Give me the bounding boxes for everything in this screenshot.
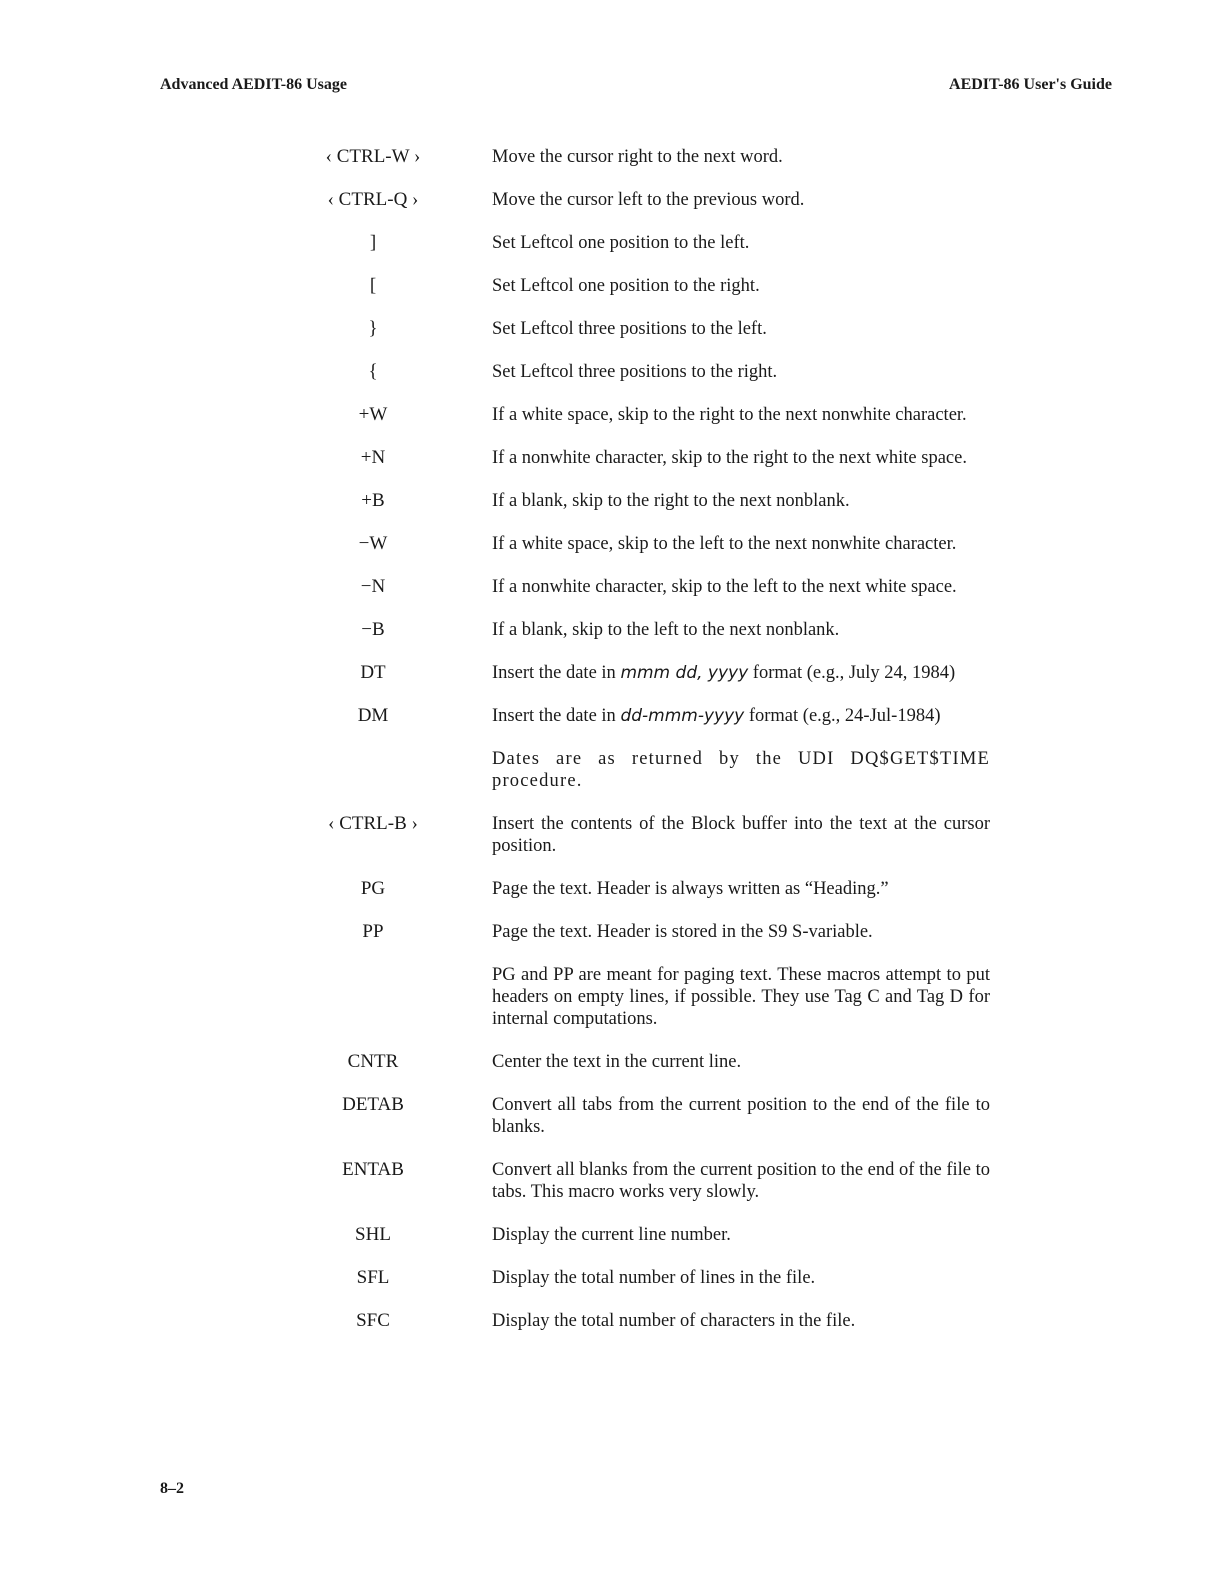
- entry-description: If a blank, skip to the right to the next nonblank.: [492, 491, 850, 511]
- list-item: [300, 576, 1000, 598]
- entry-description: Set Leftcol one position to the right.: [492, 276, 760, 296]
- list-item: [300, 662, 1000, 684]
- entry-key: −B: [361, 619, 385, 640]
- entry-key: DETAB: [342, 1094, 404, 1115]
- list-item: [300, 921, 1000, 943]
- entry-description: Convert all blanks from the current position to the end of the file to tabs. This macro works very slowly.: [492, 1160, 990, 1202]
- entry-description: Display the current line number.: [492, 1225, 731, 1245]
- list-item: [300, 1267, 1000, 1289]
- entry-key: SHL: [355, 1224, 391, 1245]
- entry-note: PG and PP are meant for paging text. These macros attempt to put headers on empty lines, if possible. They use Tag C and Tag D for internal computations.: [492, 965, 990, 1029]
- entry-key: DM: [357, 705, 389, 726]
- entry-description: Insert the date in mmm dd, yyyy format (e.g., July 24, 1984): [492, 663, 956, 683]
- entry-key: {: [368, 361, 378, 382]
- entry-key: DT: [360, 662, 386, 683]
- macro-list: [300, 146, 1000, 1353]
- page-number: 8–2: [160, 1480, 184, 1497]
- entry-description: Set Leftcol one position to the left.: [492, 233, 750, 253]
- list-item: [300, 619, 1000, 641]
- list-item: [300, 232, 1000, 254]
- entry-key: [: [369, 275, 377, 296]
- list-item: [300, 275, 1000, 297]
- entry-description: Set Leftcol three positions to the left.: [492, 319, 767, 339]
- entry-key: ENTAB: [342, 1159, 404, 1180]
- entry-key: −N: [360, 576, 386, 597]
- entry-description: If a white space, skip to the right to the next nonwhite character.: [492, 405, 967, 425]
- list-item: [300, 748, 1000, 792]
- running-header-right: AEDIT-86 User's Guide: [949, 76, 1112, 93]
- entry-key: +N: [360, 447, 386, 468]
- entry-description: Display the total number of lines in the file.: [492, 1268, 816, 1288]
- list-item: [300, 813, 1000, 857]
- entry-description: Move the cursor left to the previous word.: [492, 190, 805, 210]
- list-item: [300, 318, 1000, 340]
- entry-description: If a blank, skip to the left to the next nonblank.: [492, 620, 840, 640]
- list-item: [300, 404, 1000, 426]
- entry-key: +B: [361, 490, 385, 511]
- list-item: [300, 878, 1000, 900]
- entry-key: ‹ CTRL-W ›: [325, 146, 421, 167]
- list-item: [300, 447, 1000, 469]
- entry-key: SFC: [356, 1310, 390, 1331]
- list-item: [300, 1051, 1000, 1073]
- entry-key: SFL: [356, 1267, 390, 1288]
- entry-key: ‹ CTRL-Q ›: [327, 189, 419, 210]
- running-header-left: Advanced AEDIT-86 Usage: [160, 76, 347, 93]
- entry-key: PG: [360, 878, 386, 899]
- list-item: [300, 1310, 1000, 1332]
- list-item: [300, 146, 1000, 168]
- list-item: [300, 964, 1000, 1030]
- list-item: [300, 490, 1000, 512]
- entry-key: }: [368, 318, 378, 339]
- list-item: [300, 1224, 1000, 1246]
- entry-description: Insert the date in dd-mmm-yyyy format (e.g., 24-Jul-1984): [492, 706, 941, 726]
- entry-key: +W: [358, 404, 388, 425]
- entry-description: If a nonwhite character, skip to the right to the next white space.: [492, 448, 967, 468]
- date-format-italic: dd-mmm-yyyy: [620, 706, 745, 726]
- list-item: [300, 1159, 1000, 1203]
- list-item: [300, 705, 1000, 727]
- entry-description: Page the text. Header is stored in the S9 S-variable.: [492, 922, 873, 942]
- list-item: [300, 1094, 1000, 1138]
- date-format-italic: mmm dd, yyyy: [620, 663, 749, 683]
- entry-description: Convert all tabs from the current position to the end of the file to blanks.: [492, 1095, 990, 1137]
- entry-key: CNTR: [347, 1051, 399, 1072]
- list-item: [300, 361, 1000, 383]
- list-item: [300, 533, 1000, 555]
- entry-key: PP: [362, 921, 384, 942]
- entry-key: ‹ CTRL-B ›: [328, 813, 418, 834]
- entry-note: Dates are as returned by the UDI DQ$GET$TIME procedure.: [492, 749, 990, 791]
- entry-description: If a white space, skip to the left to the next nonwhite character.: [492, 534, 957, 554]
- entry-description: Move the cursor right to the next word.: [492, 147, 783, 167]
- entry-description: Center the text in the current line.: [492, 1052, 742, 1072]
- entry-description: Insert the contents of the Block buffer into the text at the cursor position.: [492, 814, 990, 856]
- entry-description: Set Leftcol three positions to the right.: [492, 362, 778, 382]
- entry-description: Page the text. Header is always written as “Heading.”: [492, 879, 889, 899]
- entry-key: ]: [369, 232, 377, 253]
- entry-key: −W: [358, 533, 388, 554]
- entry-description: Display the total number of characters in the file.: [492, 1311, 856, 1331]
- list-item: [300, 189, 1000, 211]
- entry-description: If a nonwhite character, skip to the left to the next white space.: [492, 577, 957, 597]
